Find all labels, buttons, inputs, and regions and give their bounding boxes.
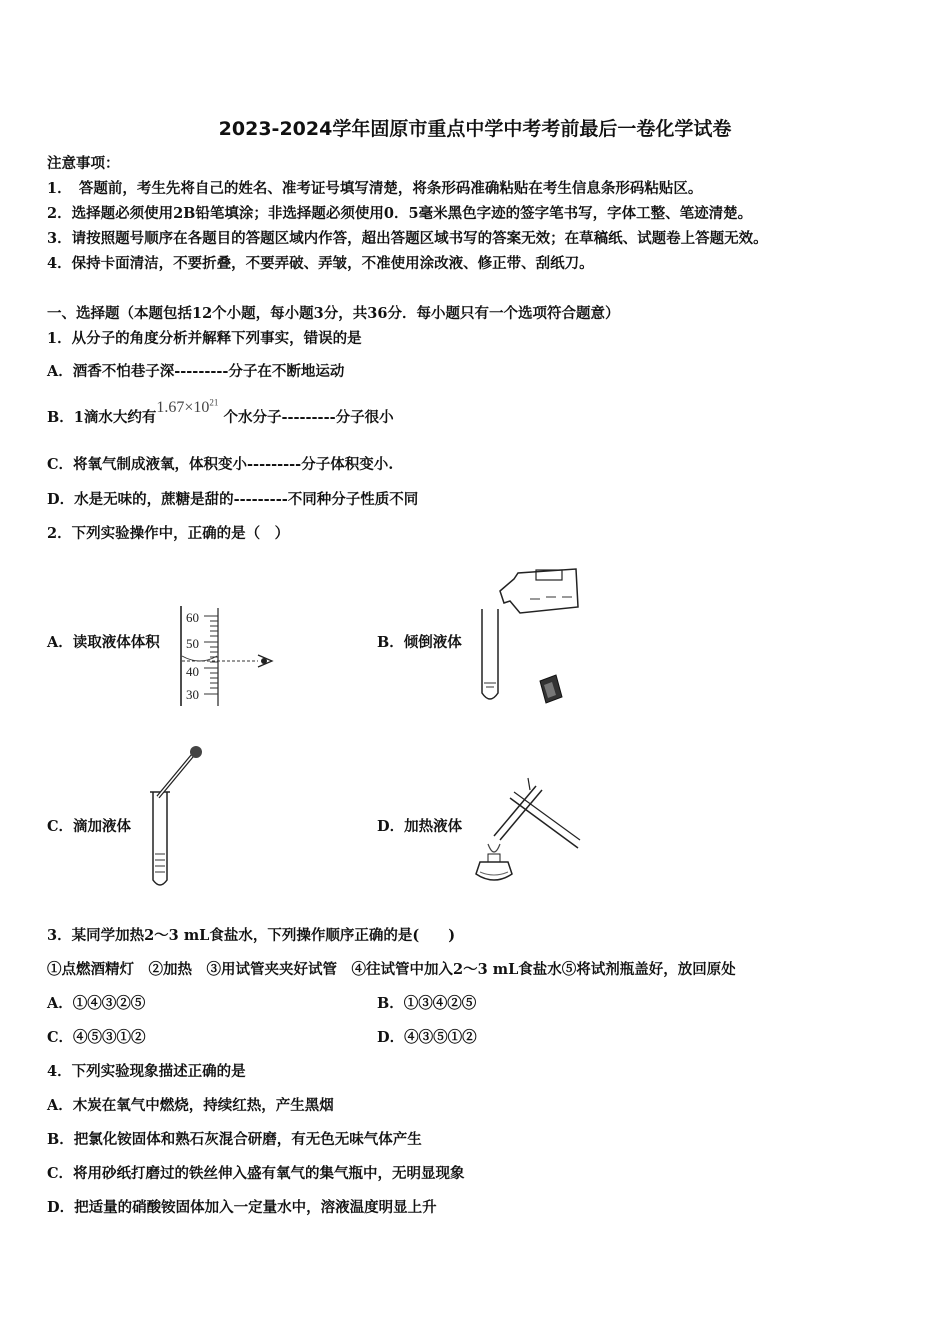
q2-stem: 2．下列实验操作中，正确的是（ ） <box>47 525 290 542</box>
dropper-bulb <box>190 746 202 758</box>
q1-option-b <box>47 397 394 427</box>
sci-exponent: 21 <box>209 397 219 408</box>
test-tube <box>482 609 498 699</box>
q1-option-d: D．水是无味的，蔗糖是甜的---------不同种分子性质不同 <box>47 491 419 508</box>
notice-item-4: 4．保持卡面清洁，不要折叠，不要弄破、弄皱，不准使用涂改液、修正带、刮纸刀。 <box>47 255 594 272</box>
notice-item-2: 2．选择题必须使用2B铅笔填涂；非选择题必须使用0．5毫米黑色字迹的签字笔书写，字体工整、笔迹清楚。 <box>47 205 753 222</box>
q4-option-b: B．把氯化铵固体和熟石灰混合研磨，有无色无味气体产生 <box>47 1131 422 1148</box>
q4-option-d: D．把适量的硝酸铵固体加入一定量水中，溶液温度明显上升 <box>47 1199 437 1216</box>
test-tube <box>153 792 167 885</box>
tick-label-60: 60 <box>186 610 199 625</box>
pouring-liquid-figure <box>480 563 585 713</box>
q3-option-c: C．④⑤③①② <box>47 1029 146 1046</box>
alcohol-lamp <box>476 862 512 880</box>
tick-label-30: 30 <box>186 687 199 702</box>
q1-option-a: A．酒香不怕巷子深---------分子在不断地运动 <box>47 363 345 380</box>
q3-option-b: B．①③④②⑤ <box>377 995 477 1012</box>
tick-label-40: 40 <box>186 664 199 679</box>
q1-option-b-prefix: B．1滴水大约有 <box>47 409 157 426</box>
tick-label-50: 50 <box>186 636 199 651</box>
q3-steps: ①点燃酒精灯 ②加热 ③用试管夹夹好试管 ④往试管中加入2～3 mL食盐水⑤将试剂瓶盖好，放回原处 <box>47 961 736 978</box>
notice-item-1: 1． 答题前，考生先将自己的姓名、准考证号填写清楚，将条形码准确粘贴在考生信息条形码粘贴区。 <box>47 180 703 197</box>
reagent-bottle <box>500 569 578 613</box>
q1-option-c: C．将氧气制成液氧，体积变小---------分子体积变小. <box>47 456 394 473</box>
section-heading: 一、选择题（本题包括12个小题，每小题3分，共36分．每小题只有一个选项符合题意） <box>47 305 620 322</box>
graduated-cylinder-figure <box>176 606 278 710</box>
q3-option-a: A．①④③②⑤ <box>47 995 146 1012</box>
q2-option-b: B．倾倒液体 <box>377 634 462 651</box>
q2-option-c: C．滴加液体 <box>47 818 132 835</box>
q3-option-d: D．④③⑤①② <box>377 1029 477 1046</box>
q2-option-a: A．读取液体体积 <box>47 634 160 651</box>
flame-icon <box>488 844 500 852</box>
q3-stem: 3．某同学加热2～3 mL食盐水，下列操作顺序正确的是( ) <box>47 927 456 944</box>
q4-option-a: A．木炭在氧气中燃烧，持续红热，产生黑烟 <box>47 1097 334 1114</box>
q4-option-c: C．将用砂纸打磨过的铁丝伸入盛有氧气的集气瓶中，无明显现象 <box>47 1165 465 1182</box>
notice-heading: 注意事项： <box>47 155 120 172</box>
sci-mantissa: 1.67×10 <box>156 399 210 416</box>
dropper-figure <box>148 742 208 892</box>
q2-option-d: D．加热液体 <box>377 818 463 835</box>
q1-option-b-suffix: 个水分子---------分子很小 <box>223 409 394 426</box>
q1-stem: 1．从分子的角度分析并解释下列事实，错误的是 <box>47 330 362 347</box>
test-tube-clamp <box>510 798 578 848</box>
page-title: 2023-2024学年固原市重点中学中考考前最后一卷化学试卷 <box>218 118 732 140</box>
notice-item-3: 3．请按照题号顺序在各题目的答题区域内作答，超出答题区域书写的答案无效；在草稿纸、试题卷上答题无效。 <box>47 230 768 247</box>
scientific-number <box>156 399 218 416</box>
q4-stem: 4．下列实验现象描述正确的是 <box>47 1063 246 1080</box>
heating-liquid-figure <box>470 770 585 890</box>
